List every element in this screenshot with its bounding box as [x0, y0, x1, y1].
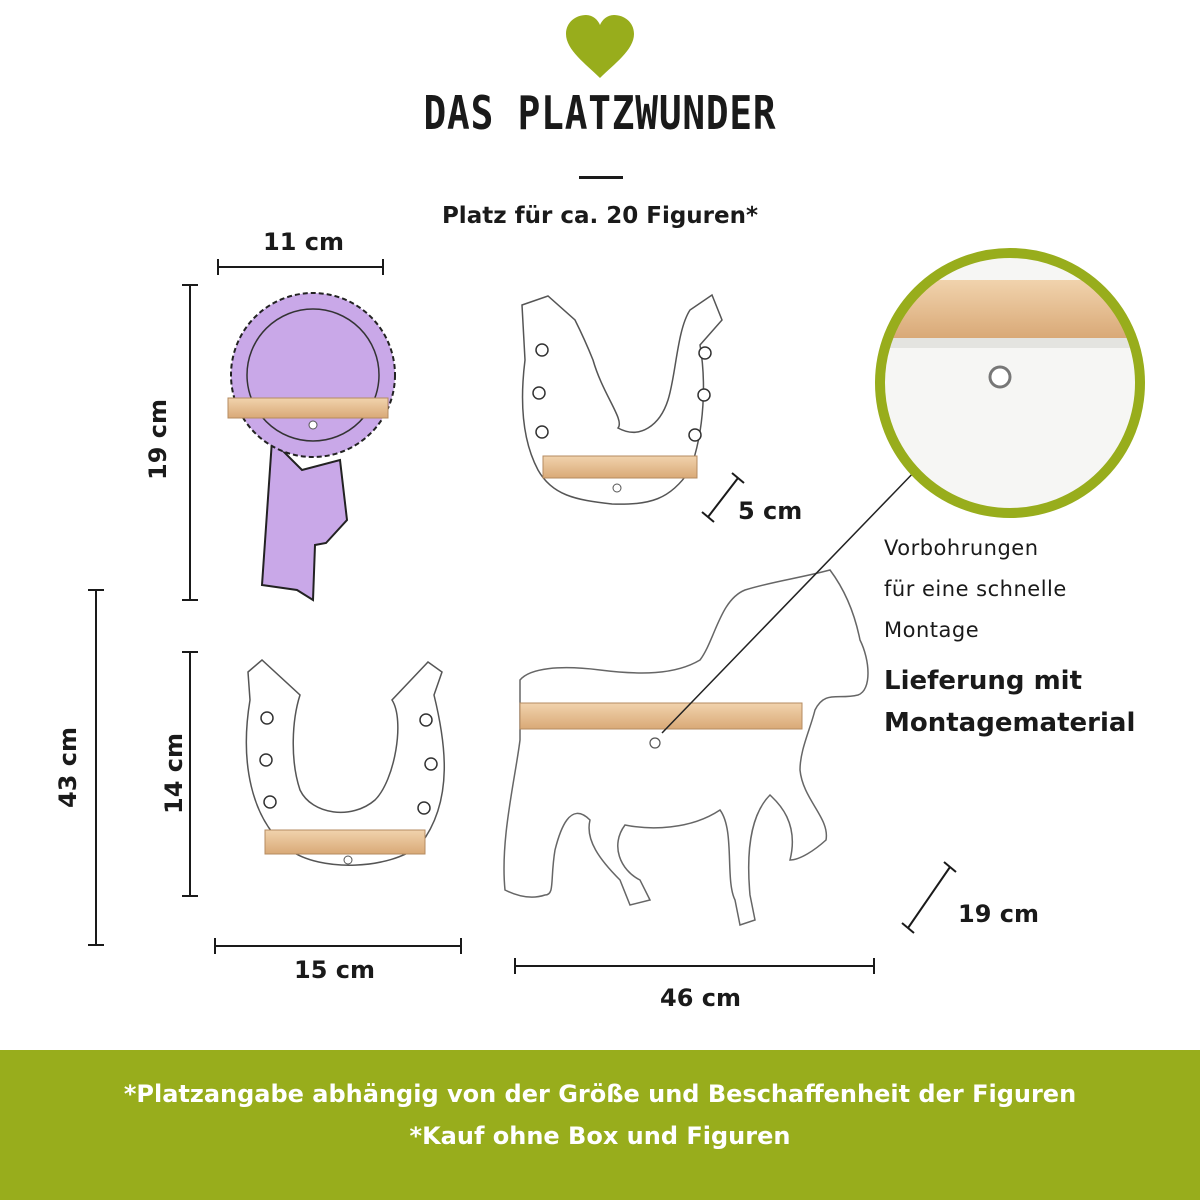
rosette-wood-shelf [228, 398, 388, 418]
horseshoe-shelf-top [522, 295, 722, 504]
footer-disclaimer-1: *Platzangabe abhängig von der Größe und Beschaffenheit der Figuren [123, 1080, 1077, 1108]
rosette-height-label: 19 cm [144, 399, 172, 480]
capacity-subtitle: Platz für ca. 20 Figuren* [441, 203, 759, 229]
predrill-note-line: für eine schnelle [884, 577, 1067, 601]
horseshoe-width-label: 15 cm [294, 956, 375, 984]
rosette-disc [231, 293, 395, 457]
delivery-note-line: Lieferung mit [884, 666, 1082, 696]
rosette-ribbon [262, 440, 347, 600]
horseshoe-top-wood-shelf [543, 456, 697, 478]
horseshoe-shelf-bottom [246, 660, 444, 865]
overall-height-label: 43 cm [54, 727, 82, 808]
horseshoe-depth-label: 5 cm [738, 497, 803, 525]
title-divider [579, 176, 623, 179]
page-title: DAS PLATZWUNDER [423, 86, 777, 140]
horseshoe-height-label: 14 cm [160, 733, 188, 814]
horse-depth-label: 19 cm [958, 900, 1039, 928]
predrill-note [884, 528, 1067, 651]
rosette-shelf [228, 293, 395, 600]
delivery-note-line: Montagematerial [884, 708, 1136, 738]
predrill-note-line: Vorbohrungen [884, 536, 1039, 560]
predrill-note-line: Montage [884, 618, 980, 642]
horseshoe-bottom-wood-shelf [265, 830, 425, 854]
heart-icon [566, 15, 634, 78]
horse-wood-shelf [520, 703, 802, 729]
rosette-width-label: 11 cm [263, 228, 344, 256]
footer-disclaimer-2: *Kauf ohne Box und Figuren [409, 1122, 791, 1150]
horse-width-label: 46 cm [660, 984, 741, 1012]
delivery-note [884, 660, 1135, 744]
horse-shelf [504, 570, 868, 925]
